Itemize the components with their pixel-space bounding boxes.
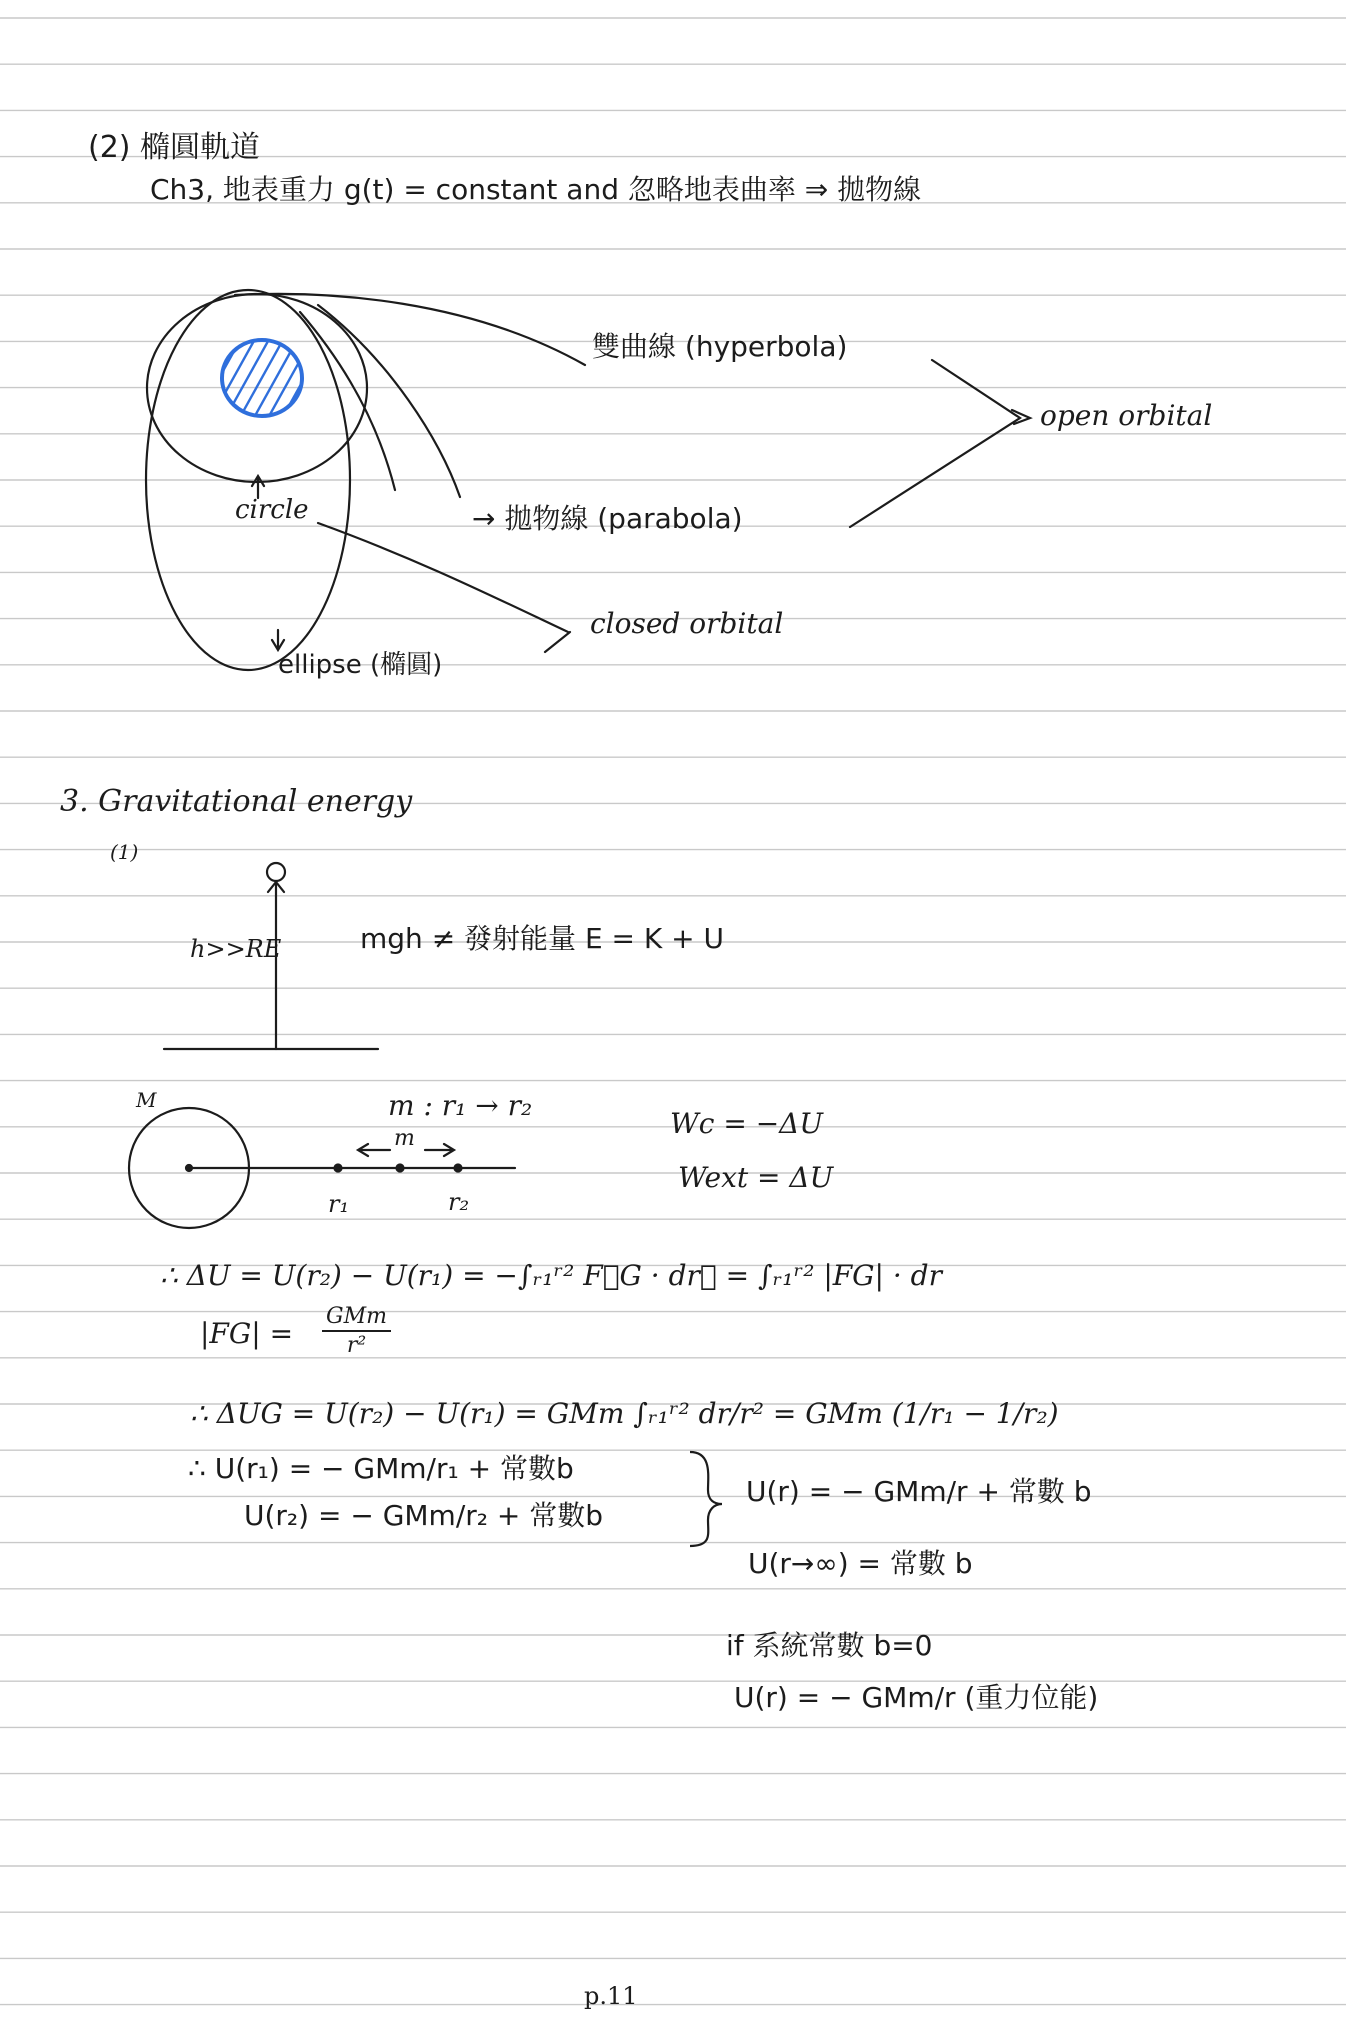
eq-fg-den: r²	[346, 1333, 367, 1358]
section-heading: (2) 橢圓軌道	[88, 130, 261, 165]
label-r1: r₁	[328, 1190, 350, 1218]
eq-u-r: U(r) = − GMm/r + 常數 b	[746, 1475, 1092, 1508]
eq-u-r1: ∴ U(r₁) = − GMm/r₁ + 常數b	[188, 1452, 574, 1485]
eq-u-r2: U(r₂) = − GMm/r₂ + 常數b	[244, 1499, 604, 1532]
label-parabola: → 拋物線 (parabola)	[472, 502, 743, 535]
eq-delta-ug: ∴ ΔUG = U(r₂) − U(r₁) = GMm ∫ᵣ₁ʳ² dr/r² = GMm (1/r₁ − 1/r₂)	[190, 1397, 1059, 1430]
eq-if-line: if 系統常數 b=0	[726, 1629, 933, 1662]
eq-u-inf: U(r→∞) = 常數 b	[748, 1547, 973, 1580]
height-label: h>>RE	[190, 935, 282, 963]
label-hyperbola: 雙曲線 (hyperbola)	[592, 330, 848, 363]
eq-u-final: U(r) = − GMm/r (重力位能)	[734, 1681, 1099, 1714]
label-circle: circle	[235, 495, 309, 525]
label-move: m : r₁ → r₂	[388, 1089, 533, 1122]
section-line: Ch3, 地表重力 g(t) = constant and 忽略地表曲率 ⇒ 拋物線	[150, 173, 922, 206]
eq-wext: Wext = ΔU	[678, 1161, 834, 1194]
eq-wc: Wc = −ΔU	[670, 1107, 824, 1140]
eq-fg-lhs: |FG| =	[200, 1317, 294, 1350]
label-m: m	[394, 1126, 415, 1151]
eq-fg-num: GMm	[322, 1306, 391, 1332]
page-number: p.11	[584, 1982, 638, 2010]
label-ellipse: ellipse (橢圓)	[278, 650, 443, 680]
label-M: M	[136, 1088, 157, 1112]
launch-energy: mgh ≠ 發射能量 E = K + U	[360, 922, 725, 955]
eq-delta-u: ∴ ΔU = U(r₂) − U(r₁) = −∫ᵣ₁ʳ² F⃗G · dr⃗ = ∫ᵣ₁ʳ² |FG| · dr	[160, 1259, 942, 1292]
label-closed-orbital: closed orbital	[590, 607, 784, 640]
label-r2: r₂	[448, 1188, 470, 1216]
section3-heading: 3. Gravitational energy	[60, 784, 413, 819]
label-open-orbital: open orbital	[1040, 399, 1213, 432]
section3-sub: (1)	[110, 840, 139, 864]
